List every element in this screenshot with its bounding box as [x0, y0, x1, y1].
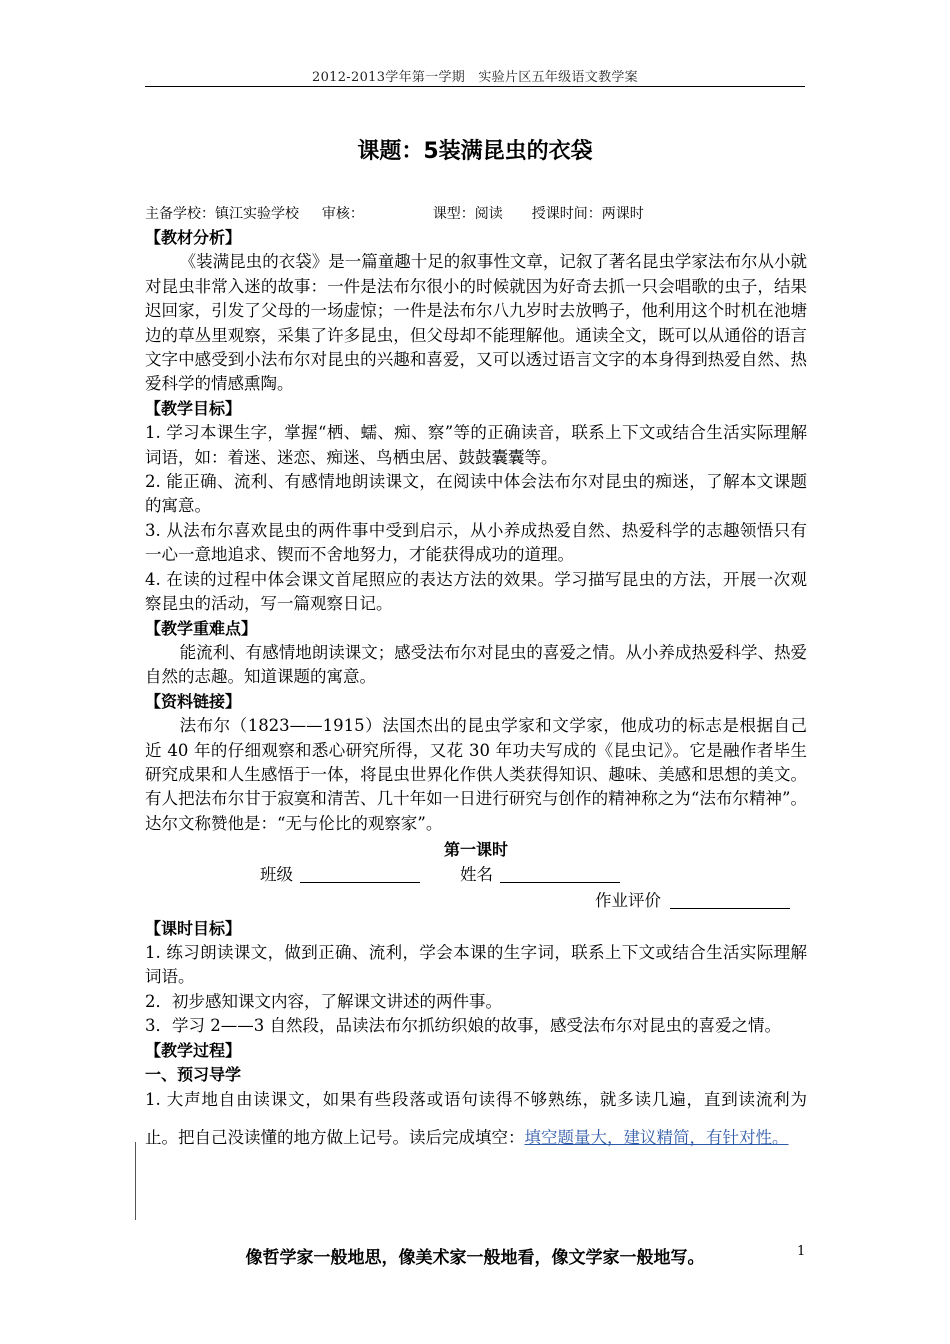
- section-heading-keypoints: 【教学重难点】: [145, 618, 258, 638]
- student-info-row: [145, 863, 807, 889]
- header-rule: [145, 86, 805, 87]
- section-heading-links: 【资料链接】: [145, 691, 242, 711]
- preview-paragraph: [145, 1081, 807, 1157]
- evaluation-row: [145, 889, 807, 915]
- meta-type: 课型：阅读: [432, 206, 503, 222]
- name-label: 姓名: [460, 864, 493, 884]
- preview-heading: 一、预习导学: [145, 1065, 242, 1084]
- preview-text: 1. 大声地自由读课文，如果有些段落或语句读得不够熟练，就多读几遍，直到读流利为止。把自己没读懂的地方做上记号。读后完成填空：: [145, 1090, 807, 1148]
- meta-time: 授课时间：两课时: [531, 206, 644, 222]
- footer-motto: 像哲学家一般地思，像美术家一般地看，像文学家一般地写。: [245, 1248, 705, 1268]
- page-header: 2012-2013学年第一学期 实验片区五年级语文教学案: [312, 70, 638, 85]
- links-paragraph: 法布尔（1823——1915）法国杰出的昆虫学家和文学家，他成功的标志是根据自己近 40 年的仔细观察和悉心研究所得，又花 30 年功夫写成的《昆虫记》。它是融作者毕生研究成果和人生感悟于一体，将昆虫世界化作供人类获得知识、趣味、美感和思想的美文。有人把法布尔甘于寂寞和清苦、几十年如一日进行研究与创作的精神称之为“法布尔精神”。达尔文称赞他是：“无与伦比的观察家”。: [145, 716, 807, 833]
- meta-line: [145, 203, 644, 223]
- section-heading-analysis: 【教材分析】: [145, 228, 242, 247]
- page-title: 课题：5装满昆虫的衣袋: [357, 139, 593, 164]
- comment-change-bar: [135, 1142, 136, 1220]
- document-body: [145, 226, 807, 1157]
- goal-item: 3. 从法布尔喜欢昆虫的两件事中受到启示，从小养成热爱自然、热爱科学的志趣领悟只有一心一意地追求、锲而不舍地努力，才能获得成功的道理。: [145, 520, 807, 565]
- eval-label: 作业评价: [595, 890, 661, 910]
- goal-item: 1. 学习本课生字，掌握“栖、蠕、痴、察”等的正确读音，联系上下文或结合生活实际理解词语，如：着迷、迷恋、痴迷、鸟栖虫居、鼓鼓囊囊等。: [145, 423, 807, 467]
- keypoints-paragraph: 能流利、有感情地朗读课文；感受法布尔对昆虫的喜爱之情。从小养成热爱科学、热爱自然的志趣。知道课题的寓意。: [145, 642, 807, 687]
- meta-reviewer: 审核：: [321, 206, 364, 222]
- goal-item: 4. 在读的过程中体会课文首尾照应的表达方法的效果。学习描写昆虫的方法，开展一次观察昆虫的活动，写一篇观察日记。: [145, 569, 807, 614]
- page-number: 1: [797, 1244, 806, 1259]
- lesson-goal-item: 3．学习 2——3 自然段，品读法布尔抓纺织娘的故事，感受法布尔对昆虫的喜爱之情。: [145, 1016, 781, 1036]
- eval-blank[interactable]: [670, 892, 790, 909]
- class-label: 班级: [260, 864, 293, 884]
- goal-item: 2. 能正确、流利、有感情地朗读课文，在阅读中体会法布尔对昆虫的痴迷，了解本文课题的寓意。: [145, 472, 807, 516]
- section-heading-process: 【教学过程】: [145, 1040, 242, 1060]
- section-heading-lesson-goals: 【课时目标】: [145, 918, 242, 938]
- lesson-title: 第一课时: [443, 840, 508, 860]
- lesson-goal-item: 1. 练习朗读课文，做到正确、流利，学会本课的生字词，联系上下文或结合生活实际理解词语。: [145, 942, 807, 987]
- analysis-paragraph: 《装满昆虫的衣袋》是一篇童趣十足的叙事性文章，记叙了著名昆虫学家法布尔从小就对昆虫非常入迷的故事：一件是法布尔很小的时候就因为好奇去抓一只会唱歌的虫子，结果迟回家，引发了父母的一场虚惊；一件是法布尔八九岁时去放鸭子，他利用这个时机在池塘边的草丛里观察，采集了许多昆虫，但父母却不能理解他。通读全文，既可以从通俗的语言文字中感受到小法布尔对昆虫的兴趣和喜爱，又可以透过语言文字的本身得到热爱自然、热爱科学的情感熏陶。: [145, 252, 807, 394]
- section-heading-goals: 【教学目标】: [145, 398, 242, 418]
- review-comment[interactable]: 填空题量大，建议精简，有针对性。: [524, 1128, 789, 1148]
- meta-school: 主备学校：镇江实验学校: [145, 206, 299, 222]
- lesson-goal-item: 2．初步感知课文内容，了解课文讲述的两件事。: [145, 991, 502, 1011]
- name-blank[interactable]: [500, 866, 620, 883]
- class-blank[interactable]: [300, 866, 420, 883]
